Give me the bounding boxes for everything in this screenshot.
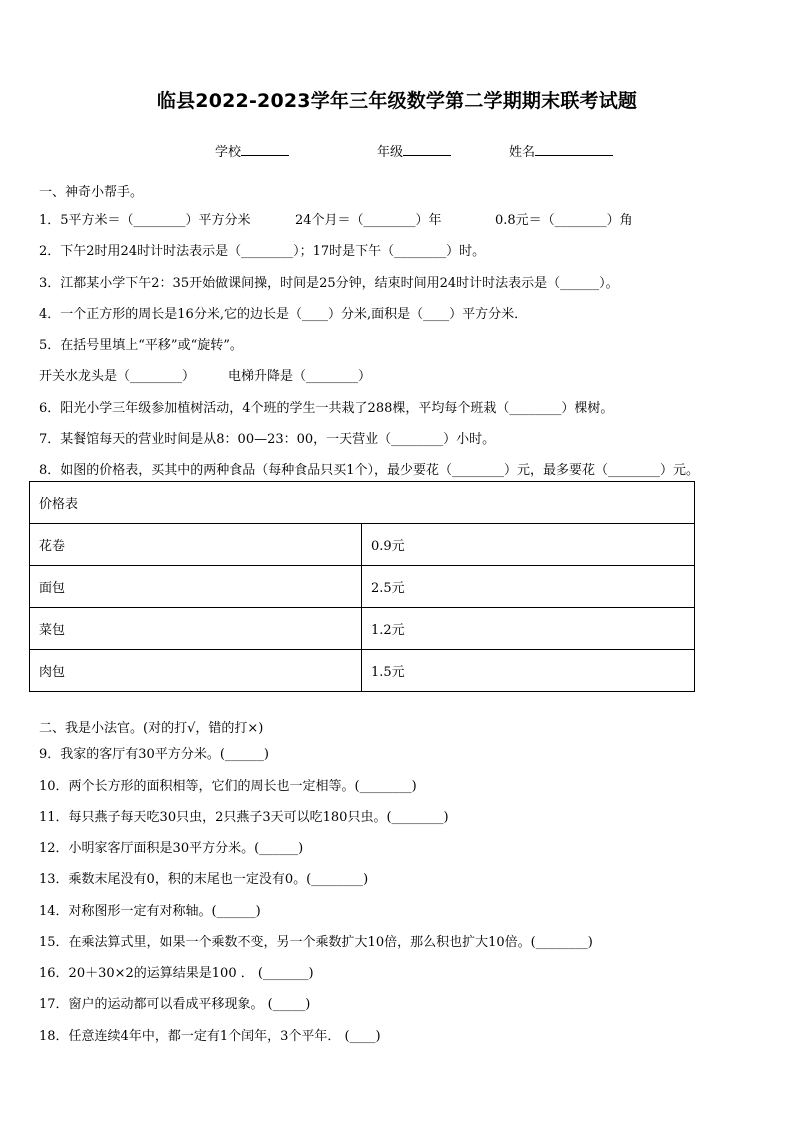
question-11: 11．每只燕子每天吃30只虫，2只燕子3天可以吃180只虫。(________) xyxy=(39,810,449,825)
question-5a: 开关水龙头是（________） xyxy=(39,369,196,384)
item-cell: 面包 xyxy=(30,566,362,608)
question-17: 17．窗户的运动都可以看成平移现象。 (_____) xyxy=(39,997,311,1012)
question-14: 14．对称图形一定有对称轴。(______) xyxy=(39,904,261,919)
question-12: 12．小明家客厅面积是30平方分米。(______) xyxy=(39,841,304,856)
school-field xyxy=(215,141,289,160)
question-9: 9．我家的客厅有30平方分米。(______) xyxy=(39,747,269,762)
price-cell: 1.5元 xyxy=(362,650,695,692)
item-cell: 菜包 xyxy=(30,608,362,650)
question-10: 10．两个长方形的面积相等，它们的周长也一定相等。(________) xyxy=(39,779,417,794)
question-6: 6．阳光小学三年级参加植树活动，4个班的学生一共栽了288棵，平均每个班栽（________）棵树。 xyxy=(39,401,614,416)
price-table xyxy=(29,481,695,692)
grade-label: 年级 xyxy=(377,145,404,160)
table-header: 价格表 xyxy=(30,482,695,524)
question-3: 3．江都某小学下午2：35开始做课间操，时间是25分钟，结束时间用24时计时法表示是（______）。 xyxy=(39,276,619,291)
question-1b: 24个月＝（________）年 xyxy=(295,213,442,228)
question-1c: 0.8元＝（________）角 xyxy=(495,213,633,228)
table-row xyxy=(30,608,695,650)
grade-field xyxy=(377,141,451,160)
table-row xyxy=(30,566,695,608)
question-5b: 电梯升降是（________） xyxy=(228,369,372,384)
item-cell: 花卷 xyxy=(30,524,362,566)
school-label: 学校 xyxy=(215,145,242,160)
name-label: 姓名 xyxy=(509,145,536,160)
name-blank[interactable] xyxy=(535,142,613,156)
grade-blank[interactable] xyxy=(403,142,451,156)
table-row xyxy=(30,650,695,692)
question-7: 7．某餐馆每天的营业时间是从8：00—23：00，一天营业（________）小时。 xyxy=(39,432,496,447)
price-cell: 0.9元 xyxy=(362,524,695,566)
question-15: 15．在乘法算式里，如果一个乘数不变，另一个乘数扩大10倍，那么积也扩大10倍。(________) xyxy=(39,935,593,950)
price-cell: 2.5元 xyxy=(362,566,695,608)
table-header-row xyxy=(30,482,695,524)
question-5: 5．在括号里填上“平移”或“旋转”。 xyxy=(39,338,243,353)
question-1a: 1．5平方米＝（________）平方分米 xyxy=(39,213,251,228)
section1-heading: 一、神奇小帮手。 xyxy=(39,185,144,200)
question-16: 16．20＋30×2的运算结果是100 ． (_______) xyxy=(39,966,314,981)
question-18: 18．任意连续4年中，都一定有1个闰年，3个平年． (____) xyxy=(39,1029,381,1044)
question-4: 4．一个正方形的周长是16分米,它的边长是（____）分米,面积是（____）平方分米． xyxy=(39,307,528,322)
school-blank[interactable] xyxy=(241,142,289,156)
page-title: 临县2022-2023学年三年级数学第二学期期末联考试题 xyxy=(156,90,638,112)
question-2: 2．下午2时用24时计时法表示是（________）；17时是下午（________）时。 xyxy=(39,244,486,259)
question-8: 8．如图的价格表，买其中的两种食品（每种食品只买1个），最少要花（________）元，最多要花（________）元。 xyxy=(39,463,700,478)
item-cell: 肉包 xyxy=(30,650,362,692)
table-row xyxy=(30,524,695,566)
price-cell: 1.2元 xyxy=(362,608,695,650)
question-13: 13．乘数末尾没有0，积的末尾也一定没有0。(________) xyxy=(39,872,369,887)
section2-heading: 二、我是小法官。(对的打√，错的打×) xyxy=(39,721,264,736)
name-field xyxy=(509,141,613,160)
